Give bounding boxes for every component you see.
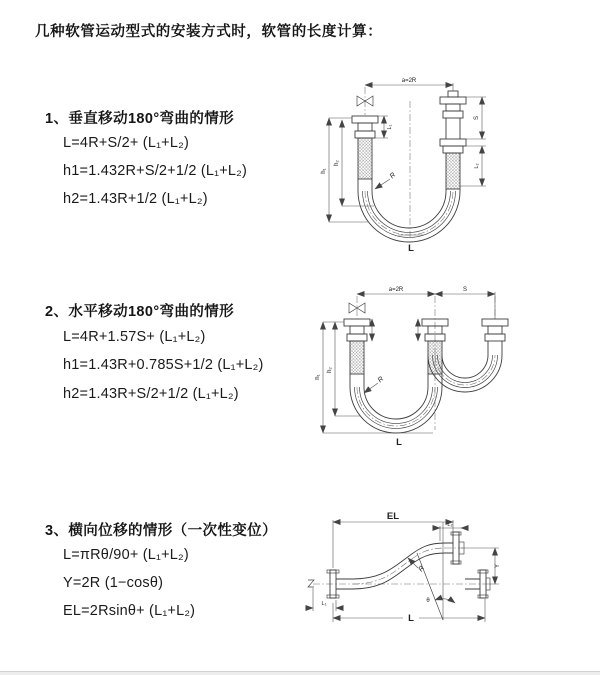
s-label: S xyxy=(462,287,468,293)
radius-label: R xyxy=(388,171,398,181)
centerline-break-mark xyxy=(308,580,314,587)
h1-label: h₁ xyxy=(315,374,321,380)
l2-label: L₂ xyxy=(474,163,480,169)
section-2-heading: 2、水平移动180°弯曲的情形 xyxy=(45,304,235,320)
y-label: Y xyxy=(495,563,501,569)
page-bottom-edge xyxy=(0,671,600,675)
length-label: L xyxy=(396,437,402,448)
braid-section xyxy=(446,153,460,189)
h2-label: h₂ xyxy=(334,160,340,166)
section-2-formula-h2: h2=1.43R+S/2+1/2 (L₁+L₂) xyxy=(63,386,239,402)
dimension-lines xyxy=(329,83,486,235)
h1-label: h₁ xyxy=(321,168,327,174)
original-end-flange xyxy=(465,570,490,598)
section-3-heading: 3、横向位移的情形（一次性变位） xyxy=(45,523,277,539)
span-label: a=2R xyxy=(401,78,417,84)
hose-u-bend xyxy=(358,191,460,242)
right-fitting xyxy=(482,319,508,355)
diagram-vertical-180-bend xyxy=(312,71,538,255)
h2-label: h₂ xyxy=(327,367,333,373)
length-label: L xyxy=(408,613,414,624)
left-fitting xyxy=(344,319,370,387)
section-2-formula-L: L=4R+1.57S+ (L₁+L₂) xyxy=(63,329,206,345)
braid-section xyxy=(358,138,372,179)
section-3-formula-EL: EL=2Rsinθ+ (L₁+L₂) xyxy=(63,603,196,619)
s-label: S xyxy=(474,115,480,121)
braid-section xyxy=(350,341,364,374)
theta-label: θ xyxy=(426,598,430,604)
section-3-formula-Y: Y=2R (1−cosθ) xyxy=(63,575,164,591)
diagram-horizontal-180-bend xyxy=(315,282,543,462)
section-1-heading: 1、垂直移动180°弯曲的情形 xyxy=(45,111,235,127)
section-3-formula-L: L=πRθ/90+ (L₁+L₂) xyxy=(63,547,189,563)
left-fitting xyxy=(352,116,378,191)
l2-label: L₂ xyxy=(447,522,453,528)
diagram-labels xyxy=(315,287,467,448)
centerlines xyxy=(357,296,495,430)
section-2-formula-h1: h1=1.43R+0.785S+1/2 (L₁+L₂) xyxy=(63,357,264,373)
span-label: a=2R xyxy=(388,287,404,293)
right-fitting xyxy=(440,91,466,191)
length-label: L xyxy=(408,243,414,254)
page-title: 几种软管运动型式的安装方式时，软管的长度计算： xyxy=(35,24,383,40)
diagram-lateral-displacement xyxy=(305,508,563,646)
section-1-formula-h1: h1=1.432R+S/2+1/2 (L₁+L₂) xyxy=(63,163,248,179)
el-label: EL xyxy=(386,511,400,522)
hose-u-bend-original xyxy=(350,387,442,433)
radius-label: R xyxy=(417,564,427,574)
l1-label: L₁ xyxy=(321,601,327,607)
diagram-labels xyxy=(322,511,501,624)
section-1-formula-h2: h2=1.43R+1/2 (L₁+L₂) xyxy=(63,191,208,207)
radius-label: R xyxy=(376,375,386,385)
hose-s-curve xyxy=(353,543,453,589)
section-1-formula-L: L=4R+S/2+ (L₁+L₂) xyxy=(63,135,189,151)
l1-label: L₁ xyxy=(387,124,393,130)
